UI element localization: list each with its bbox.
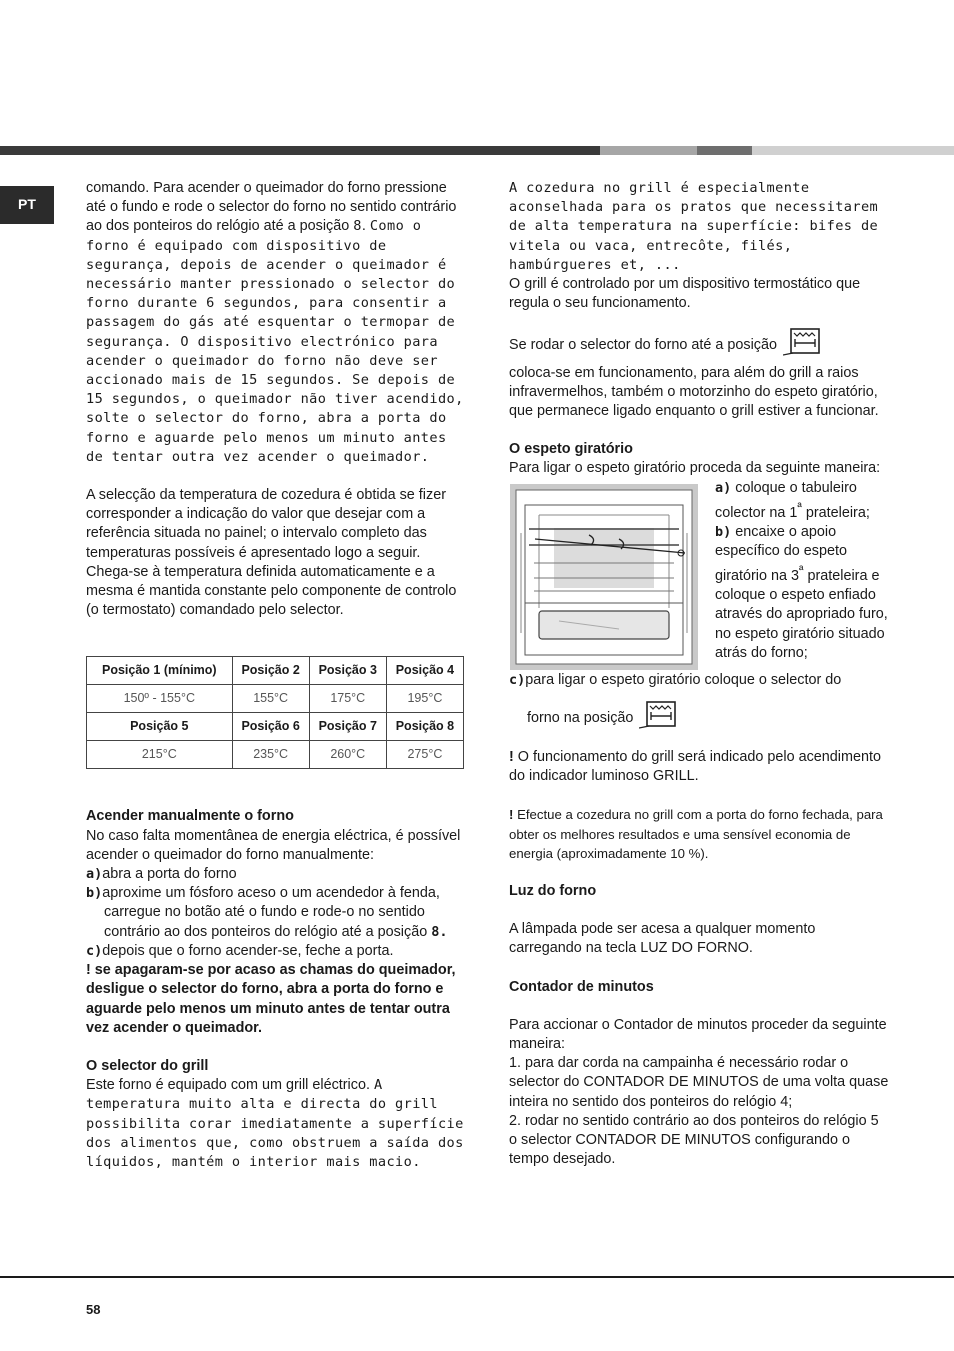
superscript: ª <box>799 563 804 578</box>
grill-text: Este forno é equipado com um grill eléctrico. <box>86 1077 374 1094</box>
table-cell: 215°C <box>87 741 233 769</box>
step-text: forno na posição <box>527 709 634 726</box>
manual-intro: No caso falta momentânea de energia eléctrica, é possível acender o queimador do forno manualmente: <box>86 827 461 863</box>
step-text: abra a porta do forno <box>102 866 237 883</box>
grill-emphasis-text: A temperatura muito alta e directa do grill possibilita corar imediatamente a superfície dos alimentos que, como obstruem a saída dos líquidos, mantém o interior mais macio. <box>86 1077 464 1170</box>
table-cell: 155°C <box>232 685 309 713</box>
punct: . <box>361 218 370 235</box>
warning-mark: ! <box>86 962 91 979</box>
spit-step-b <box>715 523 889 663</box>
manual-step-a <box>86 865 466 884</box>
manual-step-c <box>86 942 466 961</box>
light-text: A lâmpada pode ser acesa a qualquer momento carregando na tecla LUZ DO FORNO. <box>509 921 816 957</box>
grill-heading: O selector do grill <box>86 1057 209 1074</box>
note-mark: ! <box>509 807 514 823</box>
manual-heading: Acender manualmente o forno <box>86 808 294 825</box>
grill-rotisserie-icon <box>639 700 677 736</box>
grill-indicator-note <box>509 748 889 786</box>
header-bar-dark <box>0 146 600 155</box>
ignition-paragraph <box>86 179 466 467</box>
step-label: a) <box>715 479 732 496</box>
table-cell: 260°C <box>309 741 386 769</box>
step-label: c) <box>509 671 526 688</box>
timer-heading: Contador de minutos <box>509 978 654 995</box>
grill-rotisserie-icon <box>783 327 821 363</box>
rotisserie-text: Se rodar o selector do forno até a posição <box>509 337 777 354</box>
left-column <box>86 179 466 1172</box>
table-cell: 235°C <box>232 741 309 769</box>
grill-thermostat-text: O grill é controlado por um dispositivo termostático que regula o seu funcionamento. <box>509 276 861 312</box>
light-heading: Luz do forno <box>509 883 597 900</box>
table-header-cell: Posição 1 (mínimo) <box>87 657 233 685</box>
spit-step-a <box>715 479 889 523</box>
table-row <box>87 713 464 741</box>
page-number: 58 <box>86 1302 101 1317</box>
step-text: aproxime um fósforo aceso o um acendedor à fenda, carregue no botão até o fundo e rode-o no sentido contrário ao dos ponteiros do relógio até a posição <box>102 885 440 940</box>
table-header-cell: Posição 5 <box>87 713 233 741</box>
ignition-text: comando. Para acender o queimador do forno pressione até o fundo e rode o selector do forno no sentido contrário ao dos ponteiros do relógio até a posição <box>86 180 457 235</box>
spit-step-c-line2 <box>509 700 889 736</box>
door-closed-note <box>509 805 889 863</box>
table-header-cell: Posição 2 <box>232 657 309 685</box>
spit-figure-row <box>509 479 889 671</box>
oven-diagram <box>509 483 699 671</box>
step-text-end: prateleira; <box>801 504 870 521</box>
temperature-table <box>86 656 464 769</box>
footer-divider <box>0 1276 954 1278</box>
step-text: depois que o forno acender-se, feche a porta. <box>102 942 394 959</box>
position-number: 8. <box>431 923 448 940</box>
warning-text: se apagaram-se por acaso as chamas do queimador, desligue o selector do forno, abra a porta do forno e aguarde pelo menos um minuto antes de tentar outra vez acender o queimador. <box>86 962 456 1036</box>
note-mark: ! <box>509 749 514 766</box>
temperature-paragraph: A selecção da temperatura de cozedura é obtida se fizer corresponder a indicação do valor que desejar com a referência situada no painel; o intervalo completo das temperaturas possíveis é apresentado logo a seguir. Chega-se à temperatura definida automaticamente e a mesma é mantida constante pelo componente de controlo (o termostato) comandado pelo selector. <box>86 487 457 619</box>
table-cell: 175°C <box>309 685 386 713</box>
header-bar <box>0 146 954 155</box>
table-row <box>87 741 464 769</box>
table-header-cell: Posição 3 <box>309 657 386 685</box>
step-text-end: prateleira e coloque o espeto enfiado através do apropriado furo, no espeto giratório situado atrás do forno; <box>715 568 888 661</box>
timer-step-2: 2. rodar no sentido contrário ao dos ponteiros do relógio 5 o selector CONTADOR DE MINUTOS configurando o tempo desejado. <box>509 1112 879 1168</box>
header-bar-mid <box>600 146 697 155</box>
table-header-cell: Posição 7 <box>309 713 386 741</box>
safety-warning-text: Como o forno é equipado com dispositivo de segurança, depois de acender o queimador é necessário manter pressionado o selector do forno durante 6 segundos, para consentir a passagem do gás até esquentar o termopar de segurança. O dispositivo electrónico para acender o queimador do forno não deve ser accionado mais de 15 segundos. Se depois de 15 segundos, o queimador não tiver acendido, solte o selector do forno, abra a porta do forno e aguarde pelo menos um minuto antes de tentar outra vez acender o queimador. <box>86 218 464 465</box>
spit-steps <box>699 479 889 671</box>
table-cell: 150º - 155°C <box>87 685 233 713</box>
header-bar-light <box>752 146 954 155</box>
table-cell: 195°C <box>386 685 463 713</box>
step-label: b) <box>715 523 732 540</box>
step-text: para ligar o espeto giratório coloque o selector do <box>525 671 842 688</box>
note-text: Efectue a cozedura no grill com a porta do forno fechada, para obter os melhores resultados e uma sensível economia de energia (aproximadamente 10 %). <box>509 807 883 861</box>
spit-step-c <box>509 671 889 690</box>
language-tab: PT <box>0 186 54 224</box>
step-label: b) <box>86 885 103 902</box>
grill-paragraph <box>86 1076 466 1172</box>
grill-recommendation: A cozedura no grill é especialmente aconselhada para os pratos que necessitarem de alta temperatura na superfície: bifes de vitela ou vaca, entrecôte, filés, hambúrgueres et, ... <box>509 180 879 273</box>
manual-warning <box>86 961 466 1038</box>
superscript: ª <box>797 499 802 514</box>
right-column <box>509 179 889 1170</box>
table-header-cell: Posição 8 <box>386 713 463 741</box>
step-label: a) <box>86 866 103 883</box>
table-cell: 275°C <box>386 741 463 769</box>
step-label: c) <box>86 942 103 959</box>
step-text: coloque o tabuleiro colector na 1 <box>715 479 857 521</box>
header-bar-darkgray <box>697 146 752 155</box>
spit-intro: Para ligar o espeto giratório proceda da seguinte maneira: <box>509 460 881 477</box>
table-row <box>87 685 464 713</box>
timer-step-1: 1. para dar corda na campainha é necessário rodar o selector do CONTADOR DE MINUTOS de uma volta quase inteira no sentido dos ponteiros do relógio 4; <box>509 1055 889 1110</box>
spit-heading: O espeto giratório <box>509 441 633 458</box>
rotisserie-text-rest: coloca-se em funcionamento, para além do grill a raios infravermelhos, também o motorzinho do espeto giratório, que permanece ligado enquanto o grill estiver a funcionar. <box>509 364 879 420</box>
table-header-cell: Posição 4 <box>386 657 463 685</box>
table-header-cell: Posição 6 <box>232 713 309 741</box>
table-row <box>87 657 464 685</box>
note-text: O funcionamento do grill será indicado pelo acendimento do indicador luminoso GRILL. <box>509 749 881 785</box>
manual-step-b <box>86 884 466 942</box>
timer-intro: Para accionar o Contador de minutos proceder da seguinte maneira: <box>509 1016 887 1053</box>
position-number: 8 <box>353 218 362 235</box>
step-text: encaixe o apoio específico do espeto giratório na 3 <box>715 523 848 585</box>
rotisserie-paragraph <box>509 327 889 421</box>
